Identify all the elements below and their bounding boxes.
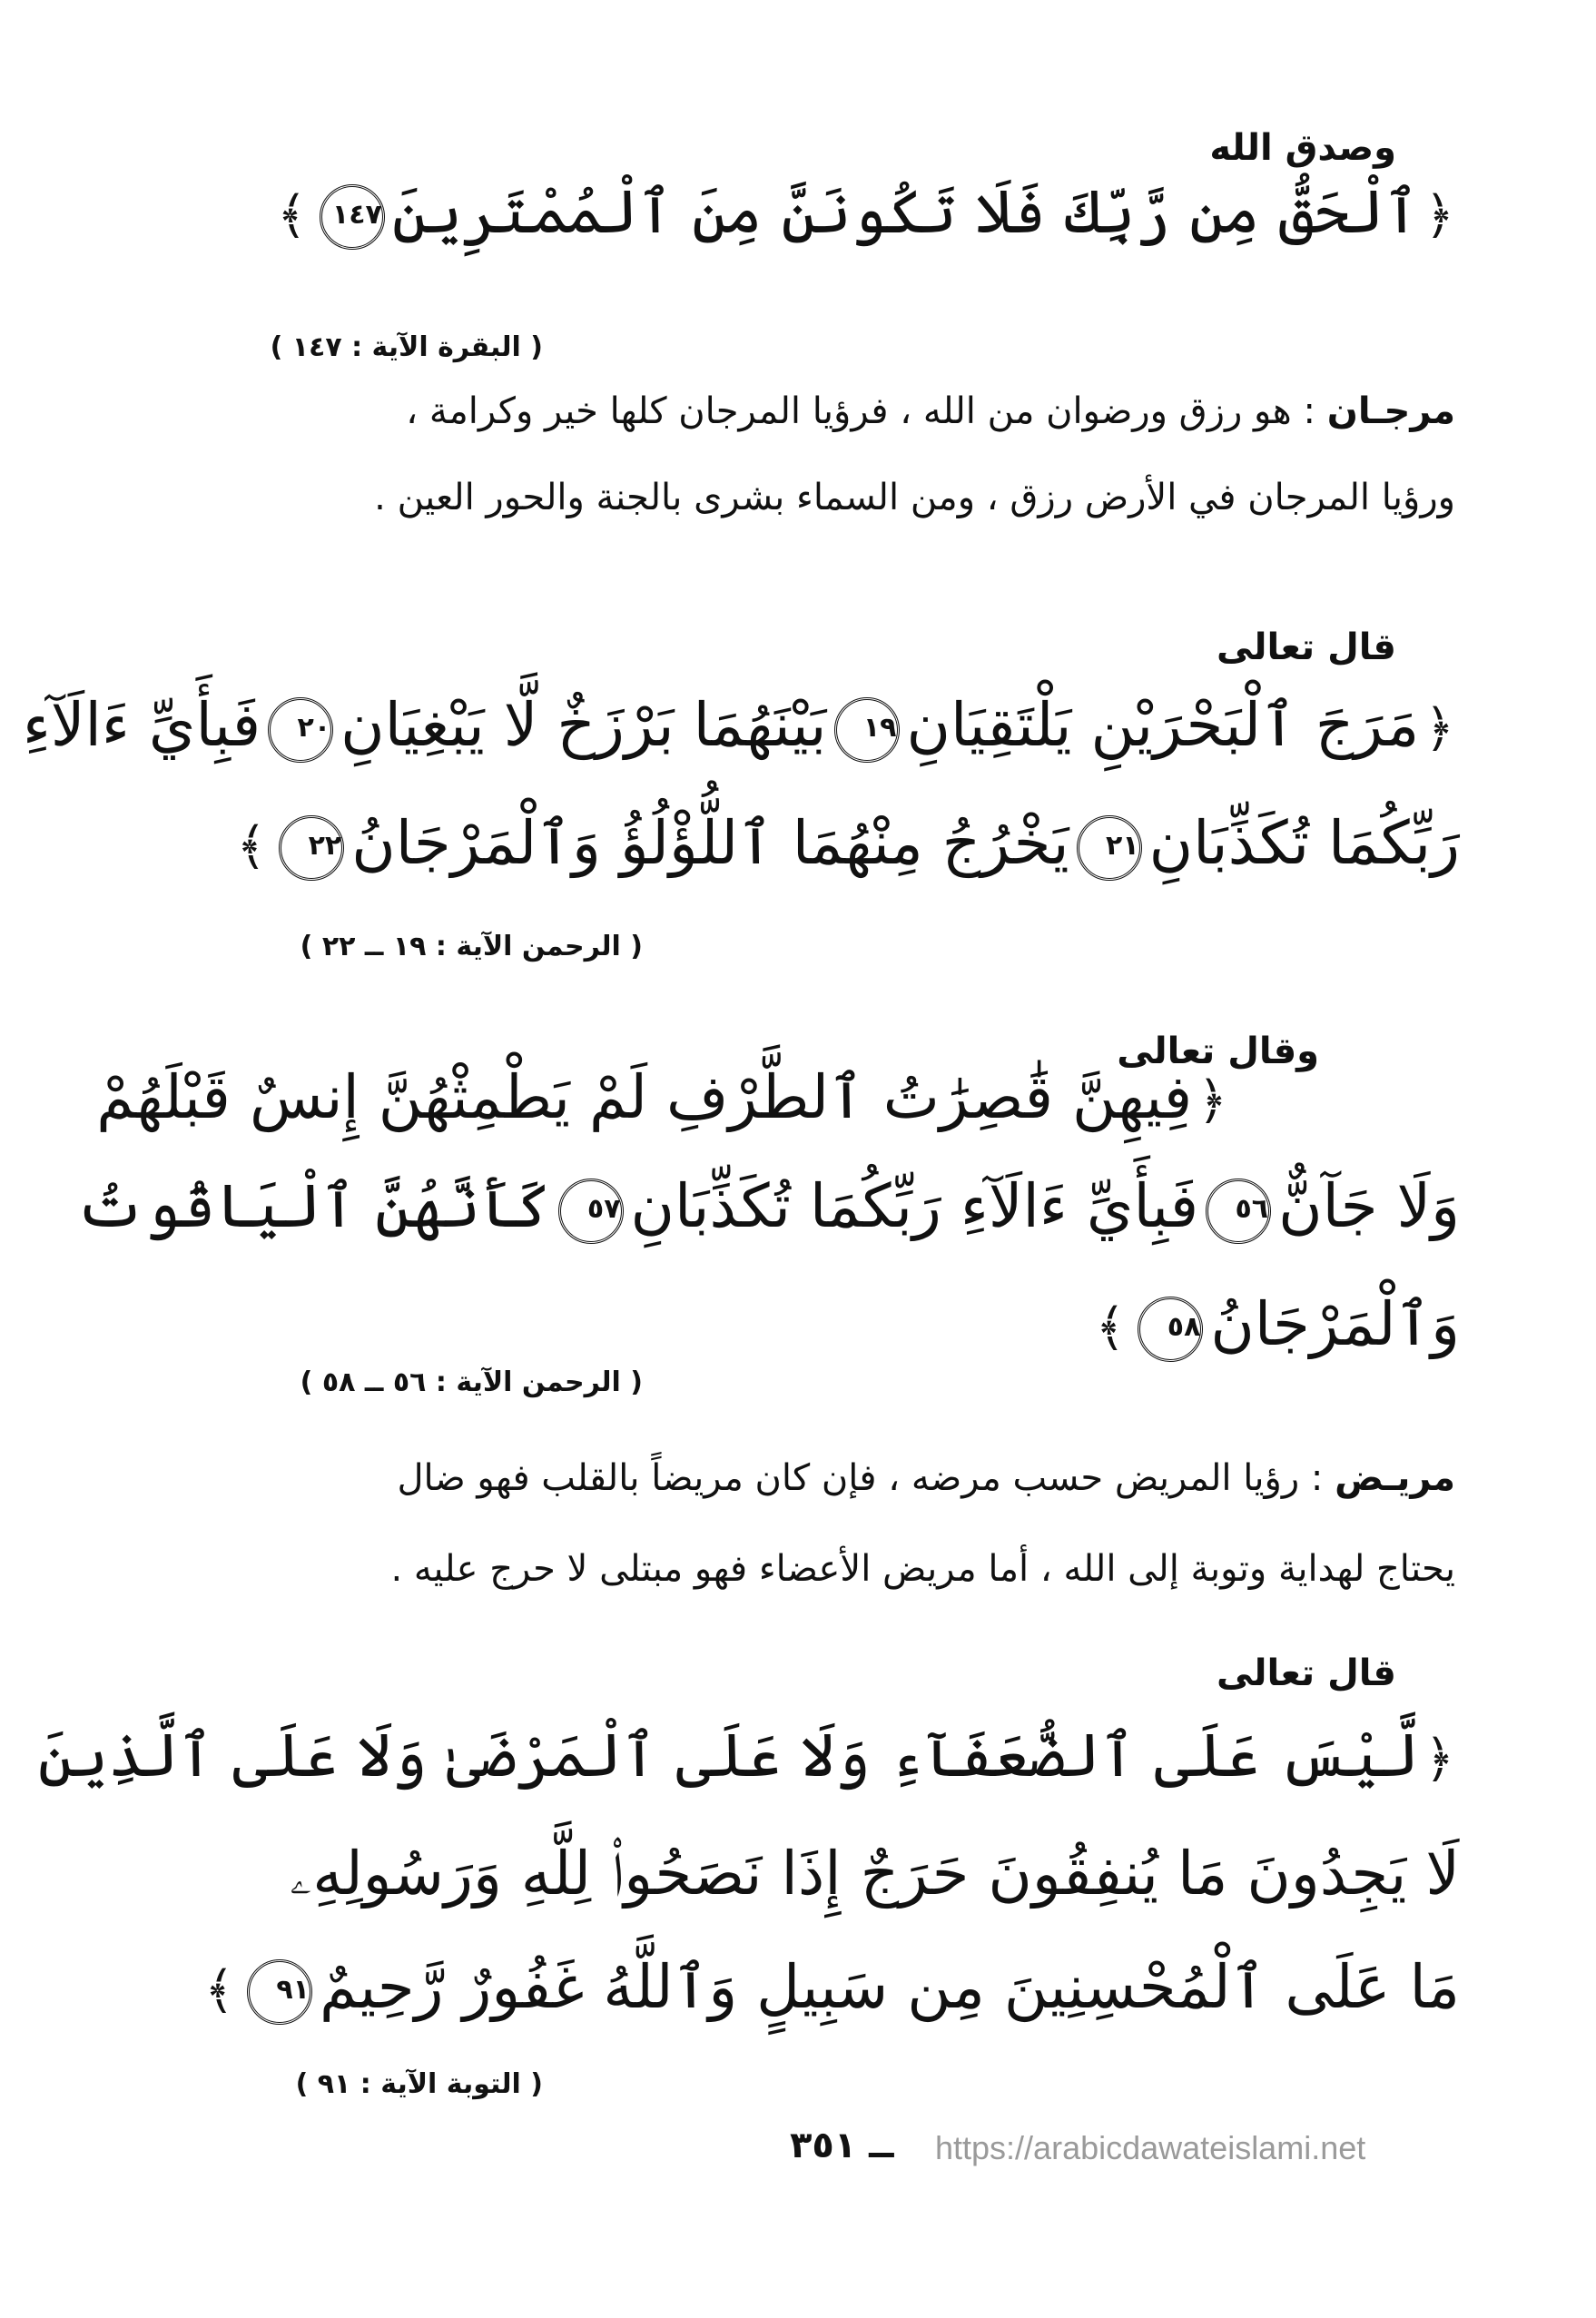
- verse-reference: ( الرحمن الآية : ١٩ ــ ٢٢ ): [300, 931, 643, 962]
- verse-text: وَلَا جَآنٌّ: [1278, 1171, 1460, 1241]
- verse-close-bracket: ﴾: [277, 186, 307, 245]
- quran-verse-line: [96, 1062, 1233, 1132]
- dream-term: مرجـان: [1326, 390, 1455, 432]
- verse-reference: ( التوبة الآية : ٩١ ): [295, 2068, 543, 2100]
- section-intro: وصدق الله: [1209, 127, 1396, 169]
- verse-open-bracket: ﴿: [1424, 699, 1454, 758]
- quran-verse-line: [74, 1171, 1460, 1244]
- verse-close-bracket: ﴾: [1095, 1298, 1126, 1357]
- section-intro: قال تعالى: [1217, 626, 1396, 668]
- verse-close-bracket: ﴾: [204, 1961, 234, 2020]
- verse-reference: ( الرحمن الآية : ٥٦ ــ ٥٨ ): [300, 1366, 643, 1398]
- verse-text: فِيهِنَّ قَٰصِرَٰتُ ٱلطَّرْفِ لَمْ يَطْمِثْهُنَّ إِنسٌ قَبْلَهُمْ: [96, 1062, 1193, 1132]
- dream-term: مريـض: [1335, 1457, 1455, 1499]
- quran-verse-line: [37, 1721, 1460, 1790]
- ayah-number-marker: ٢١: [1077, 815, 1142, 881]
- verse-open-bracket: ﴿: [1424, 1730, 1454, 1789]
- verse-text: ٱلْحَقُّ مِن رَّبِّكَ فَلَا تَكُونَنَّ مِنَ ٱلْمُمْتَرِينَ: [391, 177, 1420, 247]
- paragraph-text: : رؤيا المريض حسب مرضه ، فإن كان مريضاً بالقلب فهو ضال: [397, 1457, 1324, 1499]
- ayah-number-marker: ٩١: [247, 1959, 312, 2025]
- verse-text: فَبِأَيِّ ءَالَآءِ: [22, 690, 261, 760]
- paragraph-text: : هو رزق ورضوان من الله ، فرؤيا المرجان كلها خير وكرامة ،: [406, 390, 1315, 432]
- ayah-number-marker: ٥٧: [558, 1179, 624, 1244]
- quran-verse-line: [204, 1952, 1460, 2025]
- page-number: ــ ٣٥١: [790, 2125, 894, 2166]
- verse-text: رَبِّكُمَا تُكَذِّبَانِ: [1148, 808, 1460, 878]
- verse-reference: ( البقرة الآية : ١٤٧ ): [270, 331, 543, 363]
- quran-verse-line: لَا يَجِدُونَ مَا يُنفِقُونَ حَرَجٌ إِذَا نَصَحُوا۟ لِلَّهِ وَرَسُولِهِۦ: [290, 1839, 1460, 1909]
- verse-text: مَا عَلَى ٱلْمُحْسِنِينَ مِن سَبِيلٍ وَٱللَّهُ غَفُورٌ رَّحِيمٌ: [319, 1952, 1460, 2022]
- verse-text: وَٱلْمَرْجَانُ: [1210, 1289, 1460, 1359]
- watermark-url: https://arabicdawateislami.net: [935, 2129, 1366, 2166]
- ayah-number-marker: ١٤٧: [320, 184, 385, 250]
- paragraph-line: ورؤيا المرجان في الأرض رزق ، ومن السماء بشرى بالجنة والحور العين .: [374, 477, 1455, 518]
- quran-verse-line: [22, 690, 1460, 763]
- verse-open-bracket: ﴿: [1424, 186, 1454, 245]
- verse-open-bracket: ﴿: [1197, 1071, 1227, 1130]
- verse-text: فَبِأَيِّ ءَالَآءِ رَبِّكُمَا تُكَذِّبَانِ: [630, 1171, 1199, 1241]
- ayah-number-marker: ٥٦: [1206, 1179, 1271, 1244]
- quran-verse-line: [1053, 1289, 1460, 1362]
- quran-verse-line: [277, 177, 1460, 250]
- paragraph-line: [272, 390, 1455, 432]
- verse-text: لَّيْسَ عَلَى ٱلضُّعَفَآءِ وَلَا عَلَى ٱلْمَرْضَىٰ وَلَا عَلَى ٱلَّذِينَ: [37, 1721, 1420, 1790]
- verse-text: بَيْنَهُمَا بَرْزَخٌ لَّا يَبْغِيَانِ: [340, 690, 827, 760]
- ayah-number-marker: ٥٨: [1138, 1297, 1203, 1362]
- verse-close-bracket: ﴾: [236, 817, 267, 876]
- ayah-number-marker: ٢٠: [268, 697, 333, 763]
- quran-verse-line: [236, 808, 1460, 881]
- verse-text: مَرَجَ ٱلْبَحْرَيْنِ يَلْتَقِيَانِ: [906, 690, 1420, 760]
- ayah-number-marker: ٢٢: [279, 815, 344, 881]
- verse-text: يَخْرُجُ مِنْهُمَا ٱللُّؤْلُؤُ وَٱلْمَرْجَانُ: [351, 808, 1069, 878]
- paragraph-line: يحتاج لهداية وتوبة إلى الله ، أما مريض الأعضاء فهو مبتلى لا حرج عليه .: [390, 1548, 1455, 1590]
- paragraph-line: [272, 1457, 1455, 1499]
- section-intro: قال تعالى: [1217, 1652, 1396, 1694]
- section-intro: وقال تعالى: [1117, 1031, 1319, 1072]
- ayah-number-marker: ١٩: [834, 697, 900, 763]
- verse-text: كَأَنَّهُنَّ ٱلْيَاقُوتُ: [74, 1171, 551, 1241]
